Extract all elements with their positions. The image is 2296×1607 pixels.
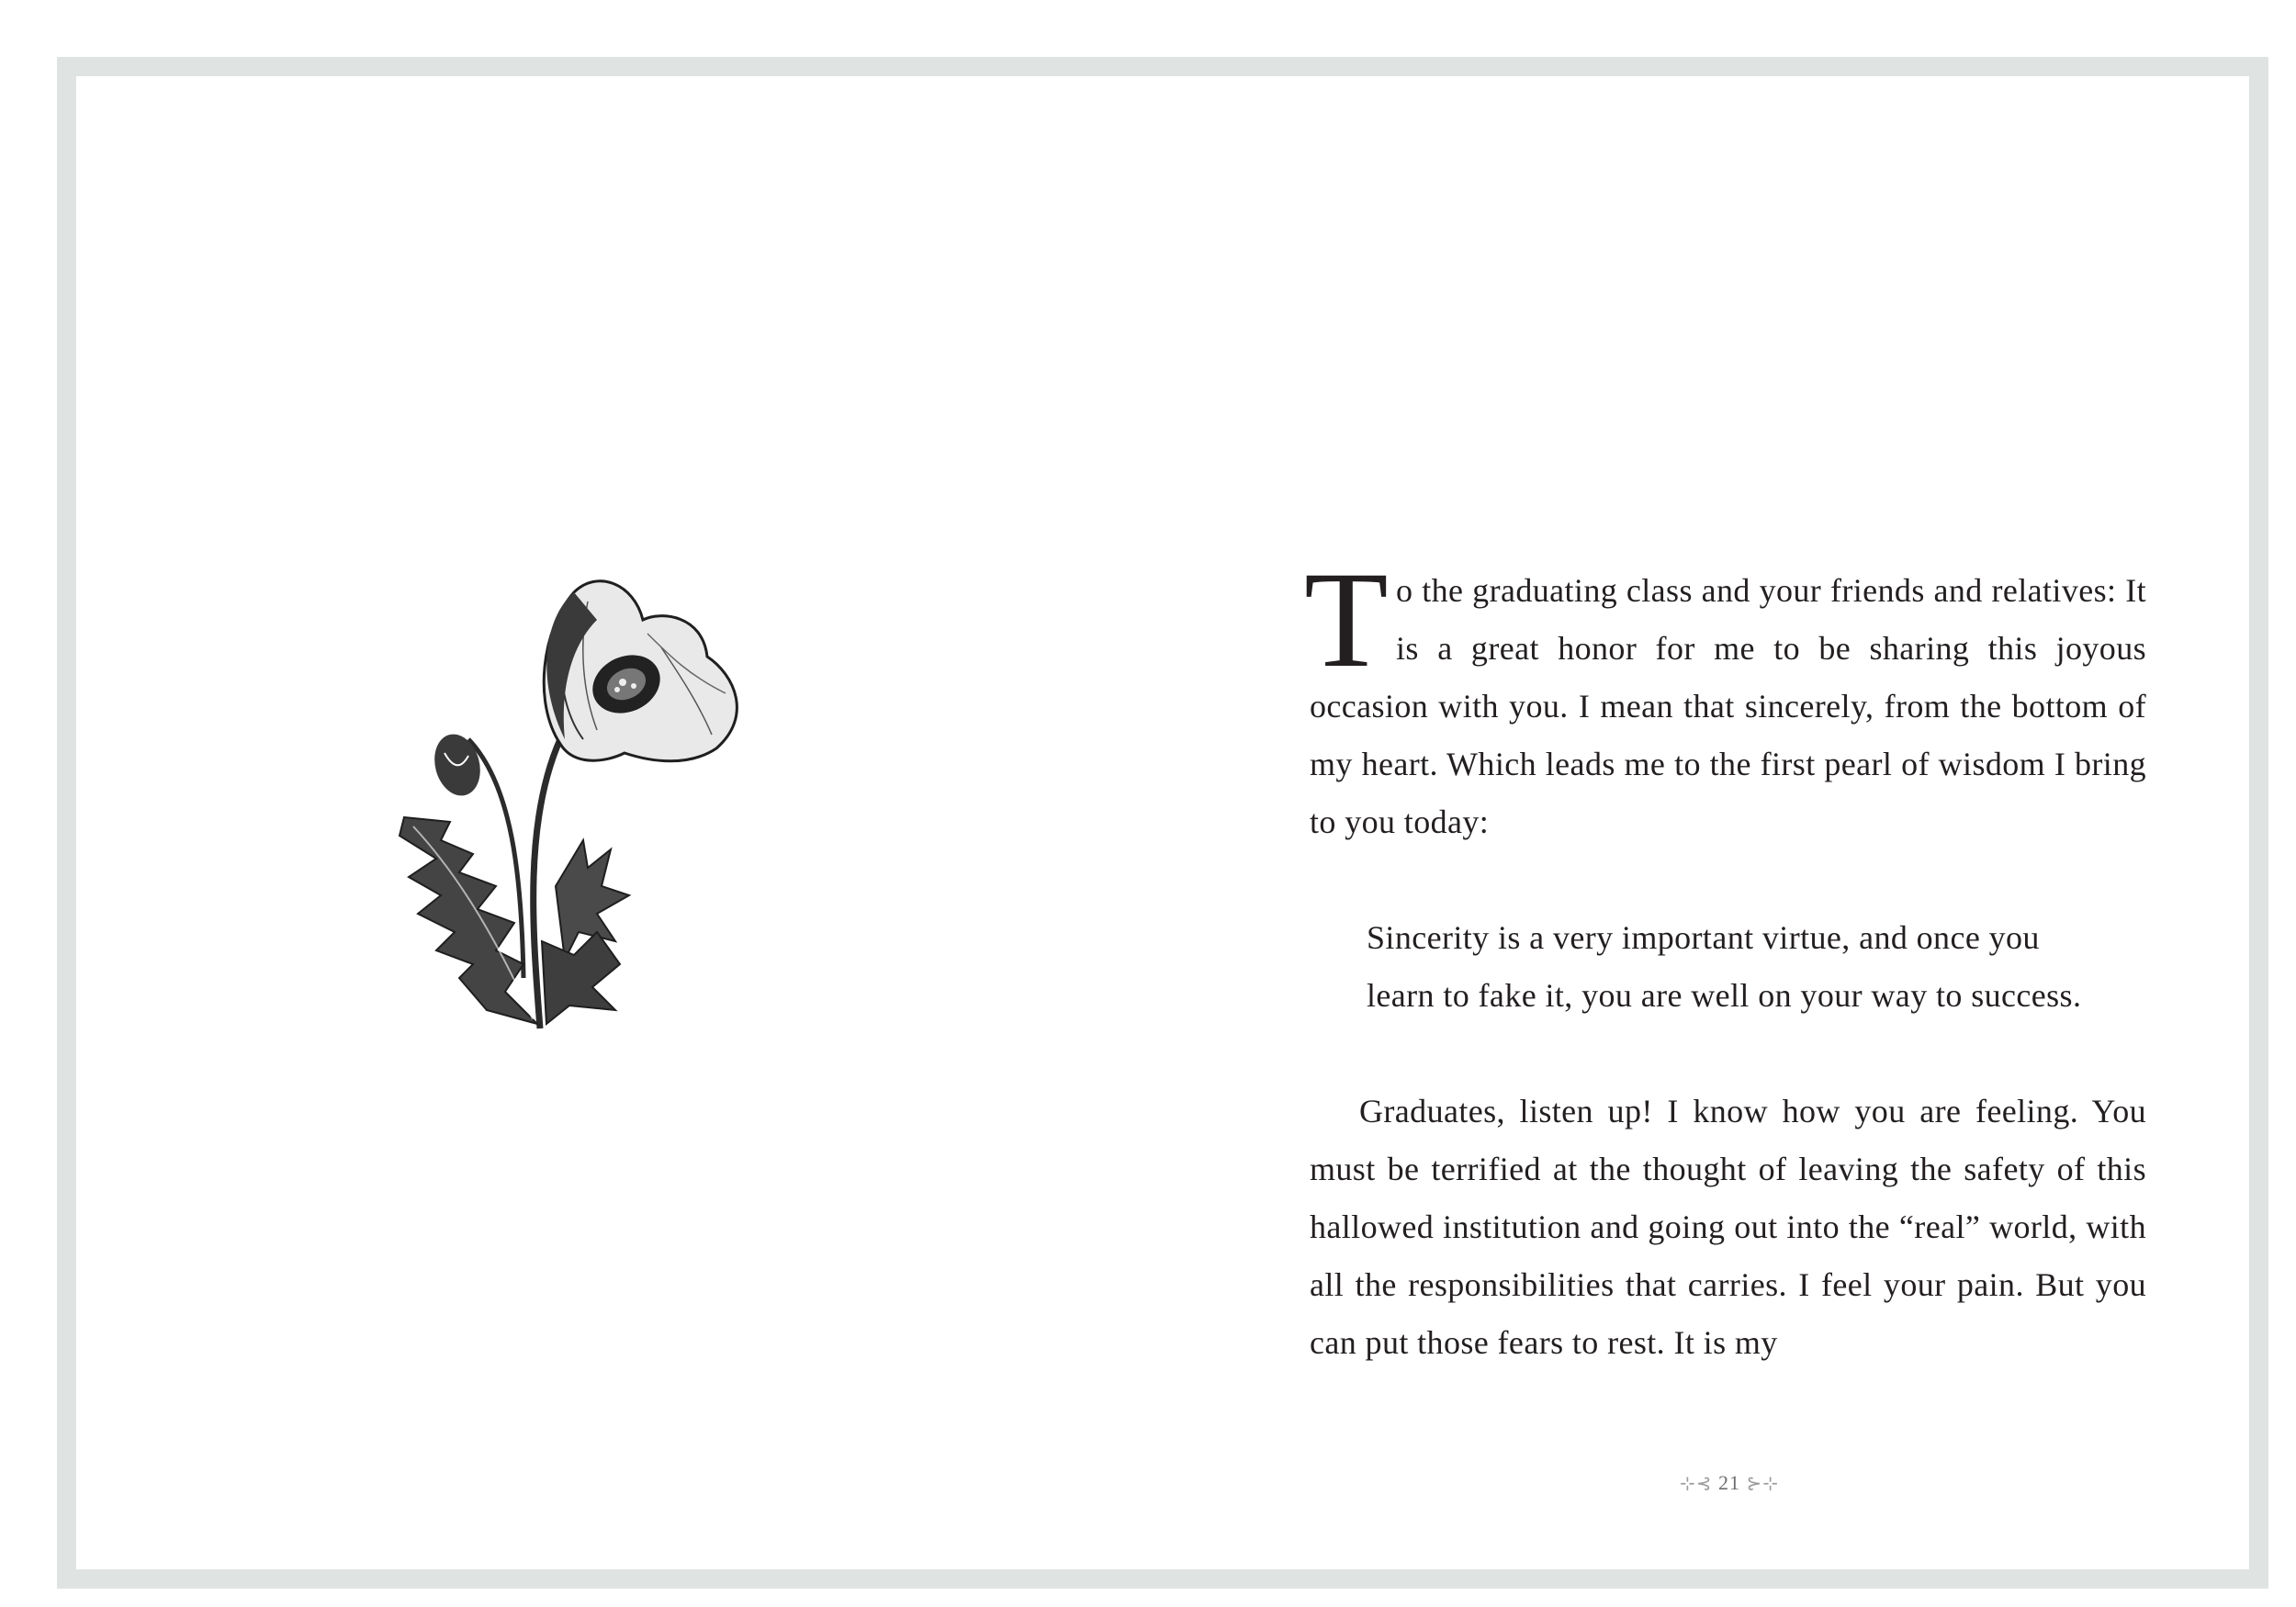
folio	[1670, 1471, 1789, 1495]
block-quote: Sincerity is a very important virtue, and once you learn to fake it, you are well on your way to success.	[1367, 919, 2082, 1014]
opening-paragraph	[1304, 544, 2146, 851]
body-text-column	[1304, 544, 2146, 1372]
folio-ornament-left-icon: ⊹⊰	[1679, 1474, 1713, 1494]
poppy-flower-icon	[386, 546, 771, 1061]
poppy-illustration	[386, 546, 771, 1061]
page-number: 21	[1718, 1471, 1740, 1494]
opening-paragraph-text: o the graduating class and your friends and relatives: It is a great honor for me to be sharing this joyous occasion with you. I mean that sincerely, from the bottom of my heart. Which leads me to the first pearl of wisdom I bring to you today:	[1310, 572, 2146, 840]
folio-ornament-right-icon: ⊱⊹	[1746, 1474, 1780, 1494]
drop-cap: T	[1304, 544, 1390, 696]
second-paragraph: Graduates, listen up! I know how you are feeling. You must be terrified at the thought of leaving the safety of this hallowed institution and going out into the “real” world, with all the responsibilities that carries. I feel your pain. But you can put those fears to rest. It is my	[1310, 1093, 2146, 1361]
